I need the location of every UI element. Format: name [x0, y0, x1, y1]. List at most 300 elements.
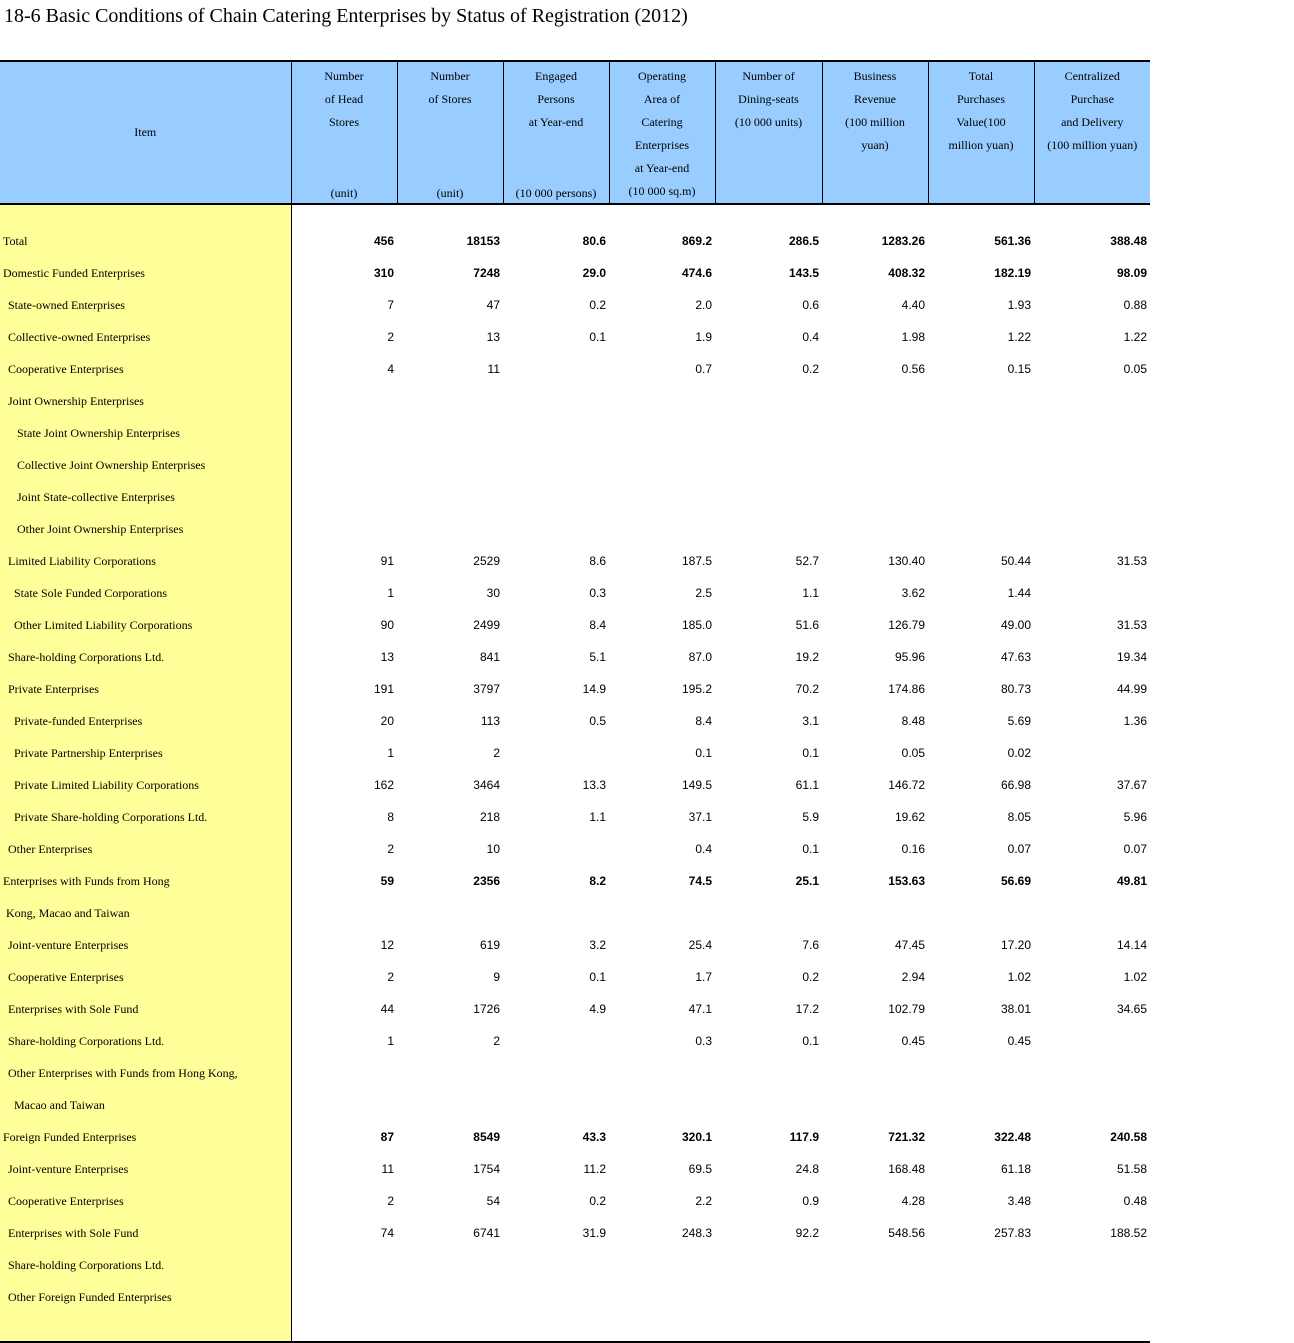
value-cell: 1.44 — [1007, 586, 1031, 600]
value-cell — [1034, 417, 1150, 449]
value-cell: 456 — [373, 234, 394, 248]
table-row — [0, 673, 1150, 705]
value-cell: 1 — [387, 1034, 394, 1048]
value-cell: 7 — [387, 298, 394, 312]
value-cell: 1.93 — [1007, 298, 1031, 312]
value-cell: 3.48 — [1007, 1194, 1031, 1208]
table-row — [0, 705, 1150, 737]
table-row — [0, 801, 1150, 833]
value-cell — [1034, 1025, 1150, 1057]
value-cell: 3.62 — [901, 586, 925, 600]
value-cell: 11.2 — [583, 1162, 606, 1176]
value-cell — [715, 1089, 822, 1121]
value-cell — [503, 449, 609, 481]
value-cell: 2.94 — [901, 970, 925, 984]
value-cell: 80.73 — [1000, 682, 1031, 696]
table-row — [0, 897, 1150, 929]
value-cell: 4.40 — [901, 298, 925, 312]
value-cell: 2 — [387, 330, 394, 344]
value-cell: 38.01 — [1000, 1002, 1031, 1016]
value-cell: 408.32 — [888, 266, 925, 280]
column-header — [291, 61, 397, 204]
value-cell: 87 — [380, 1130, 394, 1144]
value-cell: 2 — [387, 842, 394, 856]
value-cell — [1034, 577, 1150, 609]
value-cell: 146.72 — [888, 778, 925, 792]
value-cell — [503, 417, 609, 449]
value-cell — [503, 897, 609, 929]
value-cell: 0.9 — [802, 1194, 819, 1208]
value-cell: 143.5 — [788, 266, 819, 280]
value-cell — [503, 1281, 609, 1313]
value-cell — [928, 417, 1034, 449]
value-cell: 1.02 — [1123, 970, 1147, 984]
value-cell — [609, 385, 715, 417]
value-cell: 61.1 — [795, 778, 819, 792]
column-header-line: (10 000 units) — [734, 115, 803, 129]
value-cell: 218 — [479, 810, 500, 824]
value-cell — [609, 1281, 715, 1313]
value-cell: 0.3 — [589, 586, 606, 600]
table-row — [0, 1153, 1150, 1185]
column-header-line: Area of — [643, 92, 681, 106]
row-label: Enterprises with Sole Fund — [0, 1217, 291, 1249]
value-cell: 0.88 — [1123, 298, 1147, 312]
column-header — [609, 61, 715, 204]
value-cell — [397, 481, 503, 513]
value-cell: 4 — [387, 362, 394, 376]
value-cell: 0.1 — [802, 1034, 819, 1048]
value-cell — [609, 481, 715, 513]
value-cell: 56.69 — [1000, 874, 1031, 888]
value-cell: 1.9 — [695, 330, 712, 344]
table-row — [0, 513, 1150, 545]
value-cell: 98.09 — [1116, 266, 1147, 280]
header-row — [0, 61, 1150, 204]
value-cell — [503, 481, 609, 513]
row-label: Private Limited Liability Corporations — [0, 769, 291, 801]
table-row — [0, 641, 1150, 673]
value-cell: 8549 — [473, 1130, 500, 1144]
value-cell: 2529 — [473, 554, 500, 568]
value-cell: 8.48 — [901, 714, 925, 728]
value-cell — [291, 897, 397, 929]
value-cell: 9 — [493, 970, 500, 984]
row-label: Cooperative Enterprises — [0, 1185, 291, 1217]
value-cell: 74 — [380, 1226, 394, 1240]
column-header-line: Number of — [742, 69, 795, 83]
column-header-line: Purchases — [957, 92, 1005, 106]
column-header-line: of Stores — [428, 92, 472, 106]
column-header-unit: (unit) — [330, 186, 358, 200]
value-cell — [291, 1249, 397, 1281]
value-cell — [1034, 1057, 1150, 1089]
value-cell — [503, 737, 609, 769]
value-cell: 113 — [480, 714, 500, 728]
column-header-line: Operating — [638, 69, 686, 83]
row-label: Private Partnership Enterprises — [0, 737, 291, 769]
value-cell: 31.53 — [1116, 554, 1147, 568]
value-cell: 37.1 — [688, 810, 712, 824]
value-cell: 0.05 — [1123, 362, 1147, 376]
value-cell: 13 — [486, 330, 500, 344]
table-row — [0, 225, 1150, 257]
value-cell — [397, 417, 503, 449]
value-cell: 0.07 — [1123, 842, 1147, 856]
value-cell: 25.4 — [688, 938, 712, 952]
row-label: Cooperative Enterprises — [0, 961, 291, 993]
value-cell — [822, 1057, 928, 1089]
item-cell — [0, 204, 291, 225]
column-header-label — [1035, 62, 1151, 157]
table-row — [0, 321, 1150, 353]
value-cell: 1754 — [473, 1162, 500, 1176]
value-cell — [1034, 481, 1150, 513]
row-label: Other Joint Ownership Enterprises — [0, 513, 291, 545]
value-cell: 474.6 — [681, 266, 712, 280]
column-header-unit: (10 000 persons) — [515, 186, 597, 200]
value-cell — [397, 1057, 503, 1089]
column-header-label — [292, 62, 397, 134]
row-label: Cooperative Enterprises — [0, 353, 291, 385]
data-table — [0, 60, 1150, 1343]
column-header-line: Revenue — [854, 92, 896, 106]
value-cell — [609, 417, 715, 449]
value-cell: 44.99 — [1116, 682, 1147, 696]
value-cell: 0.2 — [589, 298, 606, 312]
value-cell: 0.05 — [901, 746, 925, 760]
row-label: State Joint Ownership Enterprises — [0, 417, 291, 449]
value-cell: 54 — [486, 1194, 500, 1208]
value-cell — [609, 1057, 715, 1089]
row-label: Foreign Funded Enterprises — [0, 1121, 291, 1153]
column-header-line: Stores — [329, 115, 359, 129]
value-cell: 185.0 — [681, 618, 712, 632]
row-label: Share-holding Corporations Ltd. — [0, 1025, 291, 1057]
value-cell: 2.2 — [695, 1194, 712, 1208]
column-header-label — [504, 62, 609, 134]
value-cell: 50.44 — [1000, 554, 1031, 568]
value-cell: 2499 — [473, 618, 500, 632]
value-cell — [503, 513, 609, 545]
value-cell — [397, 513, 503, 545]
value-cell: 1.02 — [1007, 970, 1031, 984]
value-cell: 47.45 — [894, 938, 925, 952]
value-cell — [503, 353, 609, 385]
table-row — [0, 993, 1150, 1025]
value-cell: 37.67 — [1116, 778, 1147, 792]
value-cell: 320.1 — [681, 1130, 712, 1144]
table-row — [0, 1217, 1150, 1249]
value-cell: 4.28 — [901, 1194, 925, 1208]
row-label: Enterprises with Funds from Hong — [0, 865, 291, 897]
value-cell: 2.0 — [695, 298, 712, 312]
table-row — [0, 961, 1150, 993]
value-cell: 8 — [387, 810, 394, 824]
value-cell: 0.6 — [802, 298, 819, 312]
value-cell: 14.14 — [1116, 938, 1147, 952]
value-cell: 3797 — [473, 682, 500, 696]
value-cell: 51.6 — [795, 618, 819, 632]
table-row — [0, 1057, 1150, 1089]
value-cell — [503, 1057, 609, 1089]
value-cell — [1034, 897, 1150, 929]
table-row — [0, 545, 1150, 577]
value-cell: 240.58 — [1110, 1130, 1147, 1144]
value-cell — [397, 449, 503, 481]
value-cell: 31.9 — [582, 1226, 606, 1240]
row-label: Share-holding Corporations Ltd. — [0, 641, 291, 673]
table-row — [0, 865, 1150, 897]
row-label: Joint State-collective Enterprises — [0, 481, 291, 513]
value-cell — [291, 513, 397, 545]
value-cell: 0.4 — [802, 330, 819, 344]
value-cell: 168.48 — [888, 1162, 925, 1176]
column-header-label — [929, 62, 1034, 157]
value-cell: 17.20 — [1000, 938, 1031, 952]
value-cell: 14.9 — [582, 682, 606, 696]
value-cell — [928, 1057, 1034, 1089]
row-label: Joint-venture Enterprises — [0, 1153, 291, 1185]
row-label: Joint Ownership Enterprises — [0, 385, 291, 417]
value-cell: 13 — [380, 650, 394, 664]
value-cell: 7248 — [473, 266, 500, 280]
value-cell — [715, 1057, 822, 1089]
value-cell: 51.58 — [1116, 1162, 1147, 1176]
table-body — [0, 204, 1150, 1342]
value-cell: 47.1 — [688, 1002, 712, 1016]
value-cell: 1 — [387, 746, 394, 760]
table-row — [0, 481, 1150, 513]
row-label: Enterprises with Sole Fund — [0, 993, 291, 1025]
column-header-line: Persons — [537, 92, 575, 106]
value-cell: 8.6 — [589, 554, 606, 568]
value-cell — [1034, 385, 1150, 417]
row-label: Collective-owned Enterprises — [0, 321, 291, 353]
value-cell — [291, 481, 397, 513]
value-cell: 1.1 — [802, 586, 819, 600]
row-label: State-owned Enterprises — [0, 289, 291, 321]
value-cell: 11 — [381, 1162, 394, 1176]
value-cell — [609, 1249, 715, 1281]
value-cell: 66.98 — [1000, 778, 1031, 792]
value-cell — [397, 1249, 503, 1281]
value-cell: 8.05 — [1007, 810, 1031, 824]
column-header-line: Centralized — [1064, 69, 1120, 83]
value-cell: 1 — [387, 586, 394, 600]
value-cell — [1034, 737, 1150, 769]
value-cell — [715, 897, 822, 929]
column-header-line: and Delivery — [1061, 115, 1124, 129]
value-cell: 44 — [380, 1002, 394, 1016]
column-header-line: at Year-end — [634, 161, 690, 175]
value-cell: 1.22 — [1007, 330, 1031, 344]
table-row — [0, 289, 1150, 321]
column-header — [928, 61, 1034, 204]
value-cell: 1.22 — [1123, 330, 1147, 344]
value-cell — [928, 385, 1034, 417]
value-cell: 0.1 — [802, 842, 819, 856]
column-header-line: at Year-end — [528, 115, 584, 129]
row-label: Private Share-holding Corporations Ltd. — [0, 801, 291, 833]
column-header-line: of Head — [324, 92, 364, 106]
row-label: State Sole Funded Corporations — [0, 577, 291, 609]
column-header-line: Engaged — [535, 69, 577, 83]
value-cell: 0.2 — [802, 970, 819, 984]
value-cell — [397, 385, 503, 417]
value-cell: 49.81 — [1116, 874, 1147, 888]
table-row — [0, 769, 1150, 801]
table-row — [0, 737, 1150, 769]
column-header-line: yuan) — [861, 138, 889, 152]
value-cell: 8.4 — [695, 714, 712, 728]
value-cell: 87.0 — [688, 650, 712, 664]
spacer-row — [0, 204, 1150, 225]
value-cell — [715, 1281, 822, 1313]
value-cell: 95.96 — [894, 650, 925, 664]
row-label: Private Enterprises — [0, 673, 291, 705]
value-cell: 248.3 — [681, 1226, 712, 1240]
value-cell — [503, 1025, 609, 1057]
value-cell — [822, 897, 928, 929]
item-cell — [0, 1313, 291, 1342]
value-cell — [715, 417, 822, 449]
column-header-line: (100 million yuan) — [1047, 138, 1138, 152]
value-cell — [503, 833, 609, 865]
table-row — [0, 609, 1150, 641]
column-header-line: Dining-seats — [738, 92, 799, 106]
value-cell: 5.9 — [802, 810, 819, 824]
column-header-unit: (unit) — [436, 186, 464, 200]
value-cell — [1034, 1249, 1150, 1281]
value-cell: 2 — [493, 746, 500, 760]
table-row — [0, 1249, 1150, 1281]
value-cell: 117.9 — [789, 1130, 819, 1144]
value-cell — [503, 1249, 609, 1281]
table-row — [0, 1121, 1150, 1153]
column-header-line: Enterprises — [635, 138, 689, 152]
value-cell: 841 — [479, 650, 500, 664]
table-row — [0, 1185, 1150, 1217]
value-cell — [928, 449, 1034, 481]
column-header-item: Item — [0, 61, 291, 204]
value-cell: 5.69 — [1007, 714, 1031, 728]
value-cell: 3464 — [473, 778, 500, 792]
value-cell: 0.2 — [589, 1194, 606, 1208]
row-label: Domestic Funded Enterprises — [0, 257, 291, 289]
value-cell: 2.5 — [695, 586, 712, 600]
value-cell: 322.48 — [994, 1130, 1031, 1144]
value-cell — [1034, 1089, 1150, 1121]
value-cell: 8.2 — [589, 874, 606, 888]
value-cell: 34.65 — [1116, 1002, 1147, 1016]
table-title: 18-6 Basic Conditions of Chain Catering Enterprises by Status of Registration (2012) — [4, 5, 688, 27]
row-label: Private-funded Enterprises — [0, 705, 291, 737]
value-cell — [715, 385, 822, 417]
row-label: Collective Joint Ownership Enterprises — [0, 449, 291, 481]
value-cell: 195.2 — [681, 682, 712, 696]
row-label: Joint-venture Enterprises — [0, 929, 291, 961]
value-cell: 2 — [493, 1034, 500, 1048]
column-header-line: million yuan) — [948, 138, 1014, 152]
value-cell: 43.3 — [582, 1130, 606, 1144]
value-cell — [291, 385, 397, 417]
value-cell — [715, 449, 822, 481]
row-label: Other Enterprises with Funds from Hong Kong, — [0, 1057, 291, 1089]
column-header — [503, 61, 609, 204]
value-cell: 0.1 — [802, 746, 819, 760]
value-cell — [822, 385, 928, 417]
value-cell: 1726 — [473, 1002, 500, 1016]
value-cell: 286.5 — [788, 234, 819, 248]
value-cell — [928, 481, 1034, 513]
value-cell: 47 — [486, 298, 500, 312]
column-header-label — [716, 62, 822, 134]
value-cell: 0.15 — [1007, 362, 1031, 376]
value-cell — [291, 204, 1150, 225]
value-cell — [715, 513, 822, 545]
value-cell: 0.7 — [695, 362, 712, 376]
column-header — [822, 61, 928, 204]
table-row — [0, 833, 1150, 865]
column-header-line: Value(100 — [956, 115, 1006, 129]
value-cell: 561.36 — [994, 234, 1031, 248]
column-header-label — [610, 62, 715, 203]
value-cell: 182.19 — [994, 266, 1031, 280]
column-header — [715, 61, 822, 204]
value-cell: 80.6 — [582, 234, 606, 248]
value-cell: 7.6 — [802, 938, 819, 952]
value-cell: 6741 — [473, 1226, 500, 1240]
value-cell: 3.1 — [802, 714, 819, 728]
value-cell: 47.63 — [1000, 650, 1031, 664]
value-cell — [822, 449, 928, 481]
table-row — [0, 353, 1150, 385]
value-cell: 1.98 — [901, 330, 925, 344]
value-cell — [928, 1249, 1034, 1281]
value-cell: 2 — [387, 970, 394, 984]
row-label: Limited Liability Corporations — [0, 545, 291, 577]
value-cell — [609, 449, 715, 481]
table-bottom-row — [0, 1313, 1150, 1342]
table-row — [0, 1089, 1150, 1121]
value-cell: 13.3 — [582, 778, 606, 792]
value-cell: 1.1 — [589, 810, 606, 824]
value-cell: 1283.26 — [881, 234, 925, 248]
column-header — [397, 61, 503, 204]
value-cell: 59 — [380, 874, 394, 888]
value-cell: 1.7 — [695, 970, 712, 984]
value-cell: 29.0 — [582, 266, 606, 280]
column-header-line: Number — [324, 69, 364, 83]
value-cell — [291, 417, 397, 449]
value-cell — [928, 1089, 1034, 1121]
table-row — [0, 417, 1150, 449]
column-header — [1034, 61, 1150, 204]
value-cell: 5.96 — [1123, 810, 1147, 824]
value-cell: 0.5 — [589, 714, 606, 728]
value-cell: 619 — [479, 938, 500, 952]
value-cell: 25.1 — [795, 874, 819, 888]
value-cell: 721.32 — [888, 1130, 925, 1144]
value-cell: 74.5 — [688, 874, 712, 888]
value-cell — [609, 897, 715, 929]
value-cell — [397, 1281, 503, 1313]
value-cell: 19.34 — [1116, 650, 1147, 664]
value-cell: 191 — [373, 682, 394, 696]
value-cell — [715, 481, 822, 513]
value-cell: 388.48 — [1110, 234, 1147, 248]
